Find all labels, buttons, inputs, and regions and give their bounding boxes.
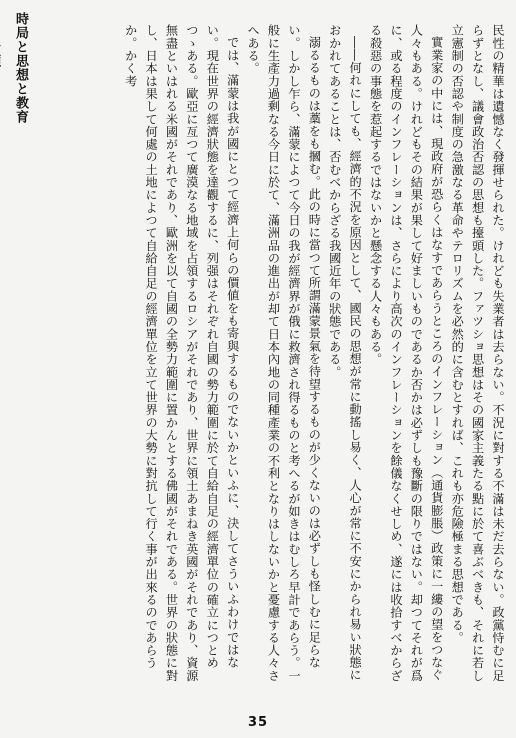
body-text	[36, 24, 508, 690]
running-header: 時局と思想と教育	[13, 12, 28, 124]
paragraph: ――何れにしても、經濟的不況を原因として、國民の思想が常に動搖し易く、人心が常に不安にかられ易い狀態におかれてあることは、否むべからざる我國近年の狀態である。	[327, 24, 363, 682]
page-number: 35	[247, 715, 269, 730]
paragraph: 溺るるものは藁をも摑む。此の時に當つて所謂滿蒙景氣を待望するものが少くないのは必ずしも怪しむに足らない。しかし乍ら、滿蒙によつて今日の我が經濟界が俄に救濟され得るものと考へるが如きはむしろ早計であらう。一般に生產力過剩なる今日に於て、滿洲品の進出が却て日本內地の同種產業の不利となりはしないかと憂慮する人々さへある。	[246, 24, 322, 682]
paragraph: 民性の精華は遺憾なく發揮せられた。けれども失業者は去らない。不況に對する不滿は未だ去らない。政黨恃むに足らずとなし、議會政治否認の思想も擡頭した。ファツショ思想はその國家主義たる點に於て喜ぶべきも、それに若し立憲制の否認や制度の急激なる革命やテロリズムを必然的に含むとすれば、これも亦危險極まる思想である。	[450, 24, 505, 682]
paragraph: では、滿蒙は我が國にとつて經濟上何らの價値をも寄與するものでないかといふに、決してさういふわけではない。現在世界の經濟狀態を達觀するに、列强はそれぞれ自國の勢力範圍に於て自給自足の經濟單位の確立につとめつゝある。歐亞に亙つて廣漠なる地域を占領するロシアがそれであり、世界に領土あまねき英國がそれであり、資源無盡といはれる米國がそれであり、歐洲を以て自國の全勢力範圍に置かんとする佛國がそれである。世界の狀態に對し、日本は果して何處の土地によつて自給自足の經濟單位を立て世界の大勢に對抗して行く事が出來るのであらうか。かく考	[123, 24, 240, 682]
paragraph: 實業家の中には、現政府が恐らくはなすであらうところのインフレーション（通貨膨脹）政策に一縷の望をつなぐ人々もある。けれどもその結果が果して好ましいものであるか否かは必ずしも豫斷の限りではない。却つてそれが爲に、或る程度のインフレーションは、さらにより高次のインフレーションを餘儀なくせしめ、遂には收拾すべからざる殺惡の事態を惹起するではないかと懸念する人々もある。	[368, 24, 444, 682]
